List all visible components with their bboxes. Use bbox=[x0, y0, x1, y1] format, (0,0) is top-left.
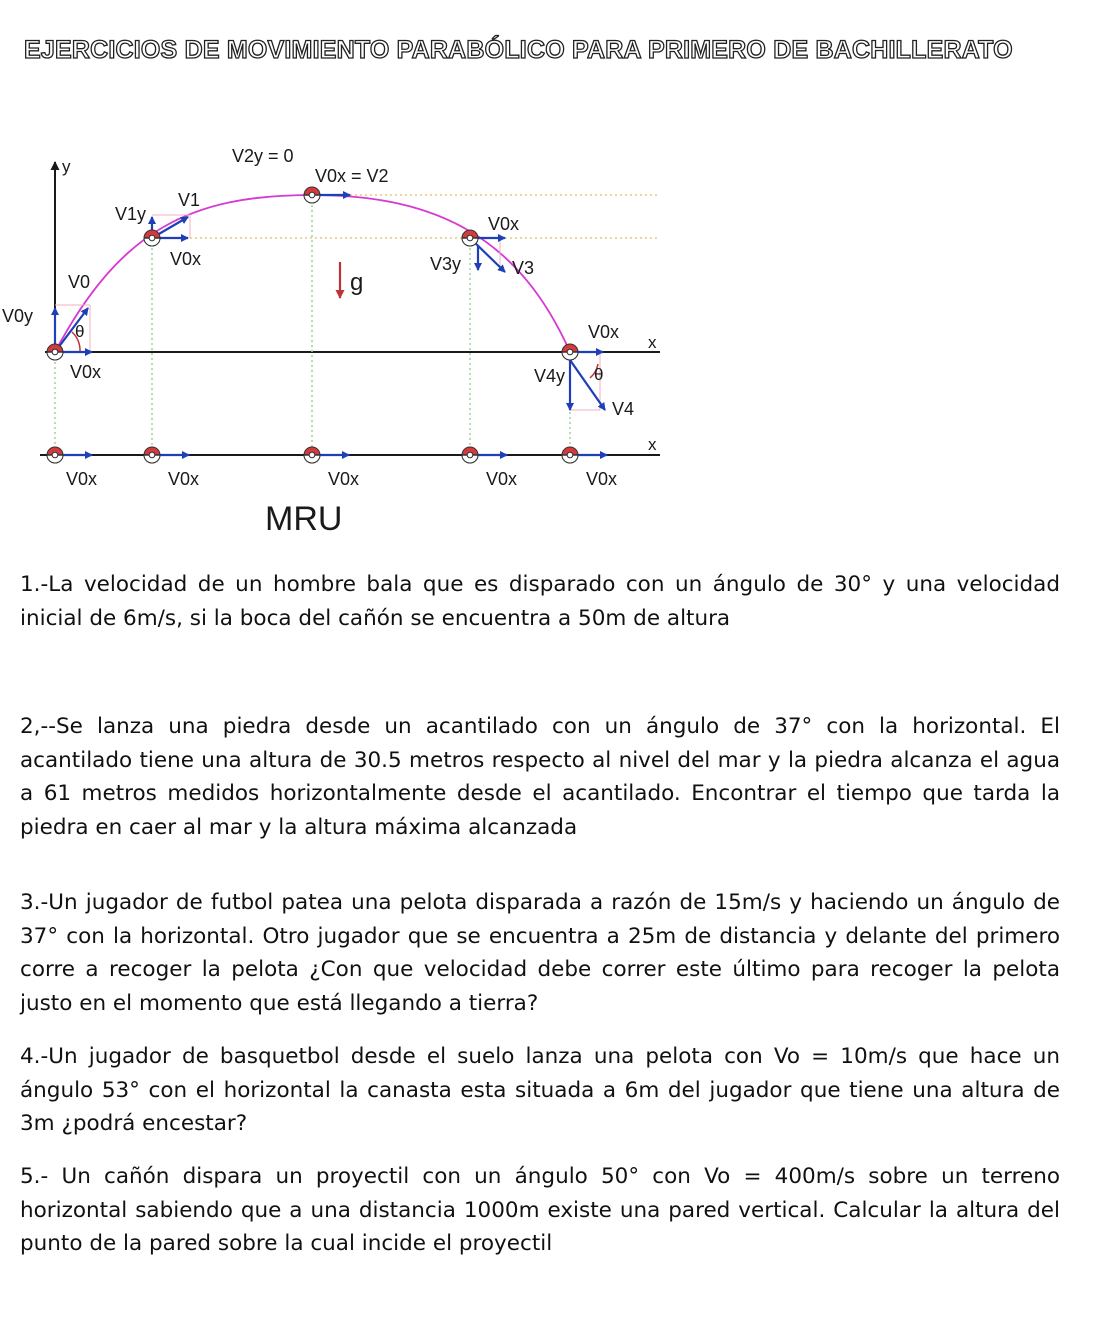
mru-v0x-label-3: V0x bbox=[328, 469, 360, 489]
ball-icon bbox=[304, 187, 320, 203]
mru-label: MRU bbox=[265, 500, 343, 538]
y-axis-label: y bbox=[62, 157, 71, 176]
theta-label-left: θ bbox=[75, 322, 85, 341]
page-title: EJERCICIOS DE MOVIMIENTO PARABÓLICO PARA PRIMERO DE BACHILLERATO bbox=[24, 36, 1013, 64]
ball-icon bbox=[462, 447, 478, 463]
theta-label-right: θ bbox=[594, 365, 604, 384]
v4y-label: V4y bbox=[534, 366, 566, 386]
v0x-eq-v2-label: V0x = V2 bbox=[315, 166, 389, 186]
problem-5: 5.- Un cañón dispara un proyectil con un ángulo 50° con Vo = 400m/s sobre un terreno horizontal sabiendo que a una distancia 1000m existe una pared vertical. Calcular la altura del punto de la pared sobre la cual incide el proyectil bbox=[20, 1164, 1060, 1256]
mru-v0x-label-4: V0x bbox=[486, 469, 518, 489]
g-label: g bbox=[350, 269, 364, 296]
v0x-label-start: V0x bbox=[70, 362, 102, 382]
mru-v0x-label-2: V0x bbox=[168, 469, 200, 489]
v4-label: V4 bbox=[612, 399, 635, 419]
ball-icon bbox=[47, 447, 63, 463]
v0-label: V0 bbox=[68, 272, 91, 292]
projectile-motion-diagram bbox=[0, 120, 700, 540]
problem-3: 3.-Un jugador de futbol patea una pelota disparada a razón de 15m/s y haciendo un ángulo de 37° con la horizontal. Otro jugador que se encuentra a 25m de distancia y delante del primero corre a recoger la pelota ¿Con que velocidad debe correr este último para recoger la pelota justo en el momento que está llegando a tierra? bbox=[20, 890, 1060, 1016]
v0y-label: V0y bbox=[2, 306, 34, 326]
v4x-label: V0x bbox=[588, 322, 620, 342]
v3y-label: V3y bbox=[430, 254, 462, 274]
problem-4: 4.-Un jugador de basquetbol desde el suelo lanza una pelota con Vo = 10m/s que hace un ángulo 53° con el horizontal la canasta esta situada a 6m del jugador que tiene una altura de 3m ¿podrá encestar? bbox=[20, 1044, 1060, 1136]
x-axis-label: x bbox=[648, 333, 657, 352]
mru-v0x-label-5: V0x bbox=[586, 469, 618, 489]
ball-icon bbox=[562, 447, 578, 463]
v1x-label: V0x bbox=[170, 249, 202, 269]
ball-icon bbox=[462, 230, 478, 246]
v3x-label: V0x bbox=[488, 214, 520, 234]
v2y-zero-label: V2y = 0 bbox=[232, 146, 294, 166]
ball-icon bbox=[304, 447, 320, 463]
problem-1: 1.-La velocidad de un hombre bala que es disparado con un ángulo de 30° y una velocidad inicial de 6m/s, si la boca del cañón se encuentra a 50m de altura bbox=[20, 572, 1060, 631]
x-axis-label-mru: x bbox=[648, 435, 657, 454]
mru-v0x-label-1: V0x bbox=[66, 469, 98, 489]
v3-label: V3 bbox=[512, 258, 535, 278]
ball-icon bbox=[562, 344, 578, 360]
problem-2: 2,--Se lanza una piedra desde un acantilado con un ángulo de 37° con la horizontal. El acantilado tiene una altura de 30.5 metros respecto al nivel del mar y la piedra alcanza el agua a 61 metros medidos horizontalmente desde el acantilado. Encontrar el tiempo que tarda la piedra en caer al mar y la altura máxima alcanzada bbox=[20, 714, 1060, 840]
v1y-label: V1y bbox=[115, 204, 147, 224]
v1-label: V1 bbox=[178, 190, 201, 210]
ball-icon bbox=[144, 230, 160, 246]
ball-icon bbox=[47, 344, 63, 360]
ball-icon bbox=[144, 447, 160, 463]
